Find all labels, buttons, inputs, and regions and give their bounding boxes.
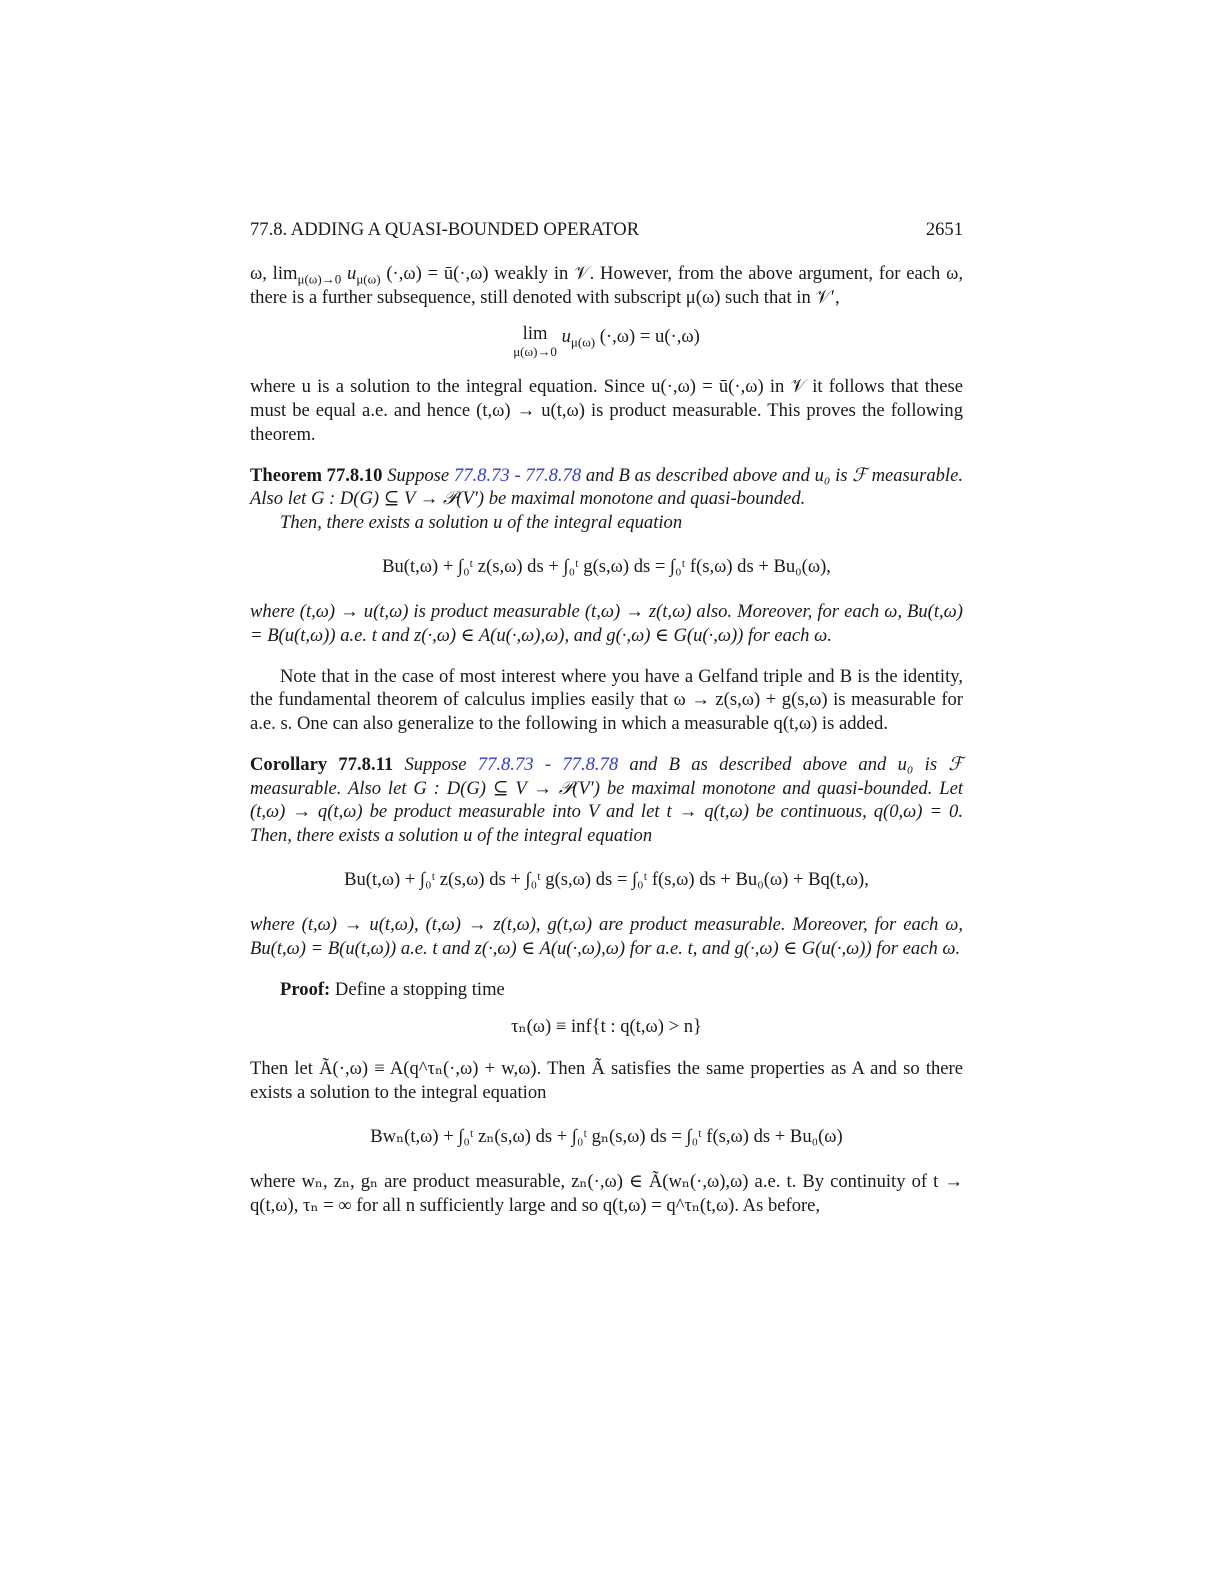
equation-ref-link[interactable]: 77.8.73 <box>477 753 534 775</box>
corollary-conclusion: where (t,ω) → u(t,ω), (t,ω) → z(t,ω), g(t,ω) are product measurable. Moreover, for each ω, Bu(t,ω) = B(u(t,ω)) a.e. t and z(·,ω) ∈ A(u(·,ω),ω) for a.e. t, and g(·,ω) ∈ G(u(·,ω)) for each ω. <box>250 914 963 960</box>
paragraph-2: where u is a solution to the integral equation. Since u(·,ω) = ū(·,ω) in 𝒱 it follows that these must be equal a.e. and hence (t,ω) → u(t,ω) is product measurable. This proves the following theorem. <box>250 376 963 445</box>
theorem-77-8-10: Theorem 77.8.10 Suppose 77.8.73 - 77.8.78 and B as described above and u₀ is ℱ measurable. Also let G : D(G) ⊆ V → 𝒫(V′) be maximal monotone and quasi-bounded. Then, there exists a solution u of the integral equation <box>250 464 963 533</box>
equation-limit: lim μ(ω)→0 $u_{\mu(\omega)}$ (·,ω) = u(·,ω) <box>513 323 700 360</box>
equation-stopping-time: τₙ(ω) ≡ inf{t : q(t,ω) > n} <box>511 1016 702 1038</box>
page-content <box>250 218 963 1218</box>
equation-ref-link[interactable]: 77.8.78 <box>562 753 619 775</box>
paragraph-5: where wₙ, zₙ, gₙ are product measurable, zₙ(·,ω) ∈ Ã(wₙ(·,ω),ω) a.e. t. By continuity of t → q(t,ω), τₙ = ∞ for all n sufficiently large and so q(t,ω) = q^τₙ(t,ω). As before, <box>250 1171 963 1216</box>
page-number: 2651 <box>925 219 963 240</box>
theorem-label: Theorem 77.8.10 <box>250 464 383 486</box>
equation-corollary: Bu(t,ω) + ∫₀ᵗ z(s,ω) ds + ∫₀ᵗ g(s,ω) ds = ∫₀ᵗ f(s,ω) ds + Bu₀(ω) + Bq(t,ω), <box>344 868 869 890</box>
section-title: 77.8. ADDING A QUASI-BOUNDED OPERATOR <box>250 219 640 240</box>
proof-start: Proof: Define a stopping time <box>280 978 505 1000</box>
theorem-conclusion: where (t,ω) → u(t,ω) is product measurable (t,ω) → z(t,ω) also. Moreover, for each ω, Bu(t,ω) = B(u(t,ω)) a.e. t and z(·,ω) ∈ A(u(·,ω),ω), and g(·,ω) ∈ G(u(·,ω)) for each ω. <box>250 601 963 647</box>
paragraph-3: Note that in the case of most interest where you have a Gelfand triple and B is the identity, the fundamental theorem of calculus implies easily that ω → z(s,ω) + g(s,ω) is measurable for a.e. s. One can also generalize to the following in which a measurable q(t,ω) is added. <box>250 665 963 735</box>
running-header <box>250 218 963 248</box>
paragraph-4: Then let Ã(·,ω) ≡ A(q^τₙ(·,ω) + w,ω). Then Ã satisfies the same properties as A and so there exists a solution to the integral equation <box>250 1058 963 1103</box>
equation-theorem: Bu(t,ω) + ∫₀ᵗ z(s,ω) ds + ∫₀ᵗ g(s,ω) ds = ∫₀ᵗ f(s,ω) ds + Bu₀(ω), <box>382 555 831 577</box>
corollary-77-8-11: Corollary 77.8.11 Suppose 77.8.73 - 77.8.78 and B as described above and u₀ is ℱ measurable. Also let G : D(G) ⊆ V → 𝒫(V′) be maximal monotone and quasi-bounded. Let (t,ω) → q(t,ω) be product measurable into V and let t → q(t,ω) be continuous, q(0,ω) = 0. Then, there exists a solution u of the integral equation <box>250 753 963 846</box>
proof-label: Proof: <box>280 978 331 1000</box>
paragraph-1: ω, $\lim_{\mu(\omega)\to 0} u_{\mu(\omega)}$ (·,ω) = ū(·,ω) weakly in 𝒱. However, from the above argument, for each ω, there is a further subsequence, still denoted with subscript μ(ω) such that in 𝒱′, <box>250 263 963 308</box>
equation-ref-link[interactable]: 77.8.78 <box>525 464 582 486</box>
equation-ref-link[interactable]: 77.8.73 <box>453 464 510 486</box>
equation-wn: Bwₙ(t,ω) + ∫₀ᵗ zₙ(s,ω) ds + ∫₀ᵗ gₙ(s,ω) ds = ∫₀ᵗ f(s,ω) ds + Bu₀(ω) <box>370 1125 843 1147</box>
corollary-label: Corollary 77.8.11 <box>250 753 394 775</box>
